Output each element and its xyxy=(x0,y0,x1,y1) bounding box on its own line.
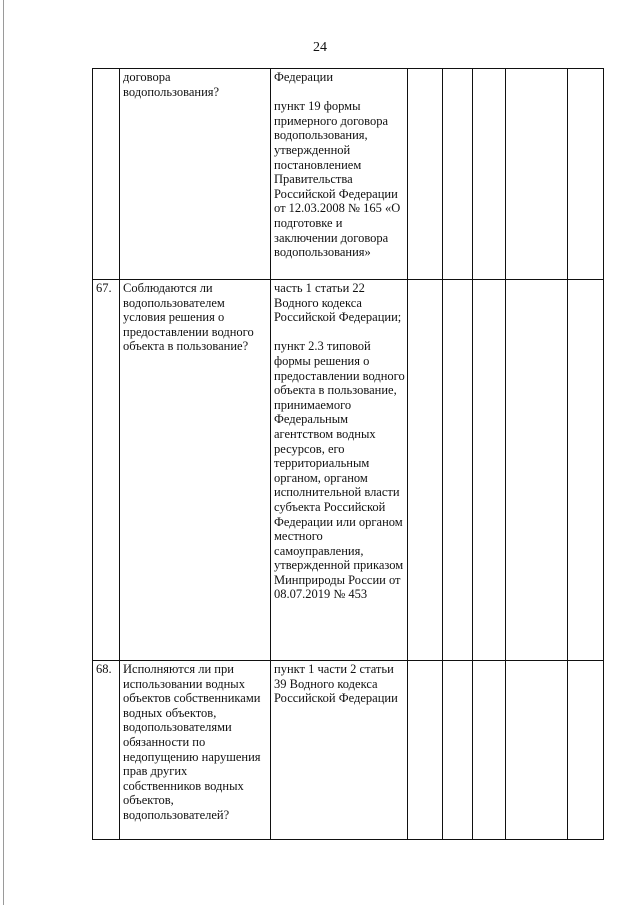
legal-reference: пункт 19 формы примерного договора водопользования, утвержденной постановлением Правительства Российской Федерации от 12.03.2008 № 165 «О подготовке и заключении договора водопользования» xyxy=(274,99,401,260)
extra-cell xyxy=(568,69,604,280)
note-cell xyxy=(506,280,568,661)
question-text: договора водопользования? xyxy=(120,69,271,280)
table-row xyxy=(93,661,604,840)
extra-cell xyxy=(568,661,604,840)
table-row xyxy=(93,280,604,661)
row-number xyxy=(93,69,120,280)
answer-na-cell xyxy=(473,69,506,280)
table-row xyxy=(93,69,604,280)
answer-no-cell xyxy=(443,661,473,840)
legal-reference-cell xyxy=(271,69,408,280)
page-number: 24 xyxy=(313,40,327,55)
legal-reference: часть 1 статьи 22 Водного кодекса Российской Федерации; xyxy=(274,281,402,325)
question-text: Исполняются ли при использовании водных объектов собственниками водных объектов, водопользователями обязанности по недопущению нарушения прав других собственников водных объектов, водопользователей? xyxy=(120,661,271,840)
answer-no-cell xyxy=(443,280,473,661)
legal-reference: пункт 2.3 типовой формы решения о предоставлении водного объекта в пользование, принимаемого Федеральным агентством водных ресурсов, его территориальным органом, органом исполнительной власти субъекта Российской Федерации или органом местного самоуправления, утвержденной приказом Минприроды России от 08.07.2019 № 453 xyxy=(274,339,405,602)
answer-no-cell xyxy=(443,69,473,280)
answer-yes-cell xyxy=(408,280,443,661)
row-number: 67. xyxy=(93,280,120,661)
legal-reference: пункт 1 части 2 статьи 39 Водного кодекса Российской Федерации xyxy=(274,662,398,706)
extra-cell xyxy=(568,280,604,661)
page-edge-line xyxy=(3,0,4,905)
note-cell xyxy=(506,69,568,280)
legal-reference-cell xyxy=(271,280,408,661)
row-number: 68. xyxy=(93,661,120,840)
legal-reference: Федерации xyxy=(274,70,334,84)
answer-na-cell xyxy=(473,280,506,661)
answer-yes-cell xyxy=(408,69,443,280)
answer-yes-cell xyxy=(408,661,443,840)
answer-na-cell xyxy=(473,661,506,840)
legal-reference-cell xyxy=(271,661,408,840)
checklist-table xyxy=(92,68,604,840)
question-text: Соблюдаются ли водопользователем условия решения о предоставлении водного объекта в пользование? xyxy=(120,280,271,661)
note-cell xyxy=(506,661,568,840)
